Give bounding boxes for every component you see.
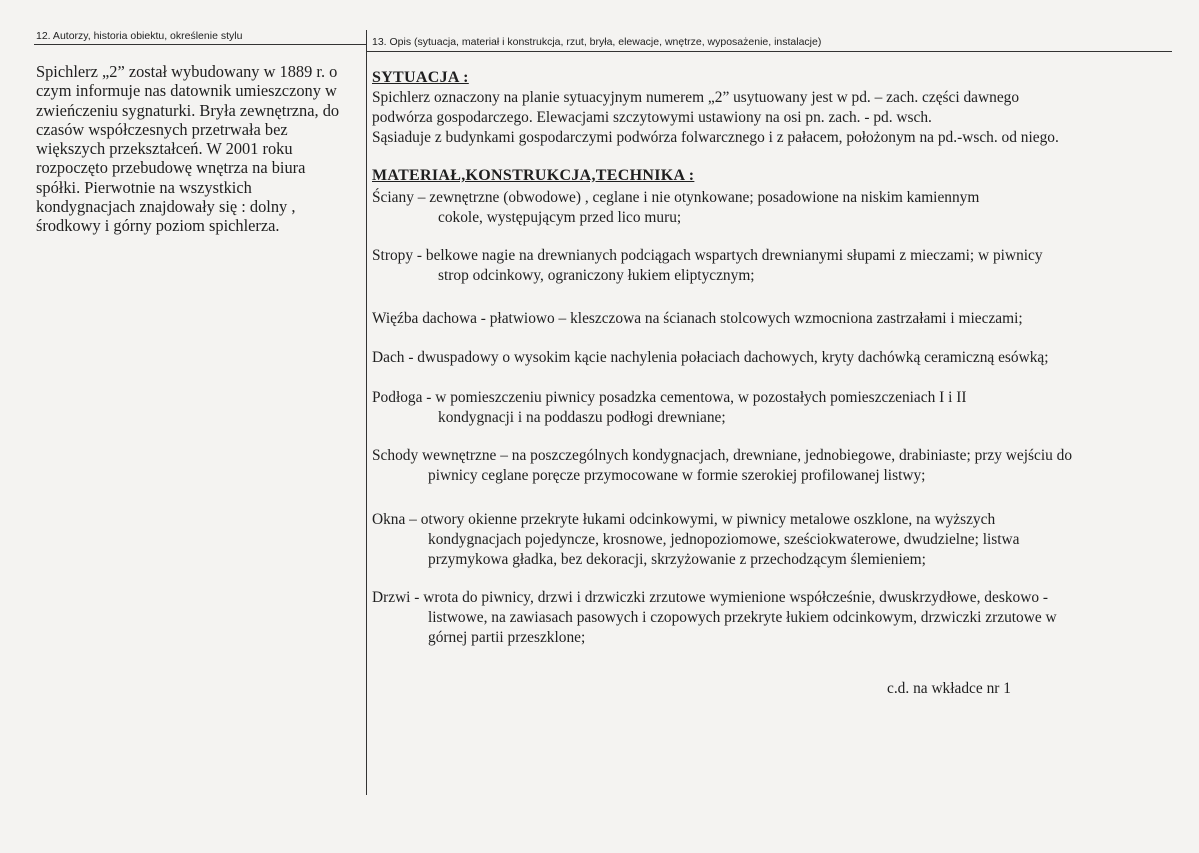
item-continuation: przymykowa gładka, bez dekoracji, skrzyżowanie z przechodzącym ślemieniem;: [428, 551, 926, 568]
history-line: kondygnacjach znajdowały się : dolny ,: [36, 197, 296, 217]
item-first-line: Okna – otwory okienne przekryte łukami odcinkowymi, w piwnicy metalowe oszklone, na wyższych: [372, 511, 996, 528]
item-continuation: kondygnacjach pojedyncze, krosnowe, jednopoziomowe, sześciokwaterowe, dwudzielne; listwa: [428, 531, 1020, 548]
history-text: [36, 62, 364, 236]
item-continuation: górnej partii przeszklone;: [428, 629, 586, 646]
history-line: Spichlerz „2” został wybudowany w 1889 r. o: [36, 62, 338, 81]
item-stropy: [372, 246, 1172, 286]
history-line: rozpoczęto przebudowę wnętrza na biura: [36, 158, 306, 178]
item-drzwi: [372, 588, 1172, 648]
item-continuation: kondygnacji i na poddaszu podłogi drewniane;: [438, 409, 726, 426]
item-first-line: Stropy - belkowe nagie na drewnianych podciągach wspartych drewnianymi słupami z mieczami; w piwnicy: [372, 247, 1043, 264]
item-wiezba: [372, 309, 1172, 329]
item-continuation: listwowe, na zawiasach pasowych i czopowych przekryte łukiem odcinkowym, drzwiczki zrzutowe w: [428, 609, 1057, 626]
history-line: czym informuje nas datownik umieszczony w: [36, 81, 337, 101]
item-first-line: Schody wewnętrzne – na poszczególnych kondygnacjach, drewniane, jednobiegowe, drabiniaste; przy wejściu do: [372, 447, 1073, 464]
item-podloga: [372, 388, 1172, 428]
history-line: większych przekształceń. W 2001 roku: [36, 139, 293, 159]
header-rule-right: [366, 51, 1172, 52]
section-title-sytuacja: SYTUACJA :: [372, 69, 469, 86]
header-left: 12. Autorzy, historia obiektu, określenie stylu: [36, 30, 243, 42]
item-first-line: Podłoga - w pomieszczeniu piwnicy posadzka cementowa, w pozostałych pomieszczeniach I i II: [372, 389, 967, 406]
item-continuation: piwnicy ceglane poręcze przymocowane w formie szerokiej profilowanej listwy;: [428, 467, 926, 484]
section-material: [372, 166, 1172, 186]
item-first-line: Drzwi - wrota do piwnicy, drzwi i drzwiczki zrzutowe wymienione współcześnie, dwuskrzydłowe, deskowo -: [372, 589, 1048, 606]
continuation-note: c.d. na wkładce nr 1: [887, 680, 1011, 697]
history-line: zwieńczeniu sygnaturki. Bryła zewnętrzna, do: [36, 100, 340, 120]
sytuacja-line: Spichlerz oznaczony na planie sytuacyjnym numerem „2” usytuowany jest w pd. – zach. części dawnego: [372, 89, 1020, 106]
item-first-line: Ściany – zewnętrzne (obwodowe) , ceglane i nie otynkowane; posadowione na niskim kamiennym: [372, 189, 980, 206]
sytuacja-line: podwórza gospodarczego. Elewacjami szczytowymi ustawiony na osi pn. zach. - pd. wsch.: [372, 109, 932, 126]
column-divider: [366, 30, 367, 795]
sytuacja-line: Sąsiaduje z budynkami gospodarczymi podwórza folwarcznego i z pałacem, położonym na pd.-wsch. od niego.: [372, 129, 1059, 146]
header-rule-left: [34, 44, 366, 45]
header-right: 13. Opis (sytuacja, materiał i konstrukcja, rzut, bryła, elewacje, wnętrze, wyposażenie, instalacje): [372, 36, 822, 48]
item-continuation: strop odcinkowy, ograniczony łukiem eliptycznym;: [438, 267, 755, 284]
history-line: środkowy i górny poziom spichlerza.: [36, 216, 280, 236]
history-line: czasów współczesnych przetrwała bez: [36, 119, 288, 139]
item-sciany: [372, 188, 1172, 228]
item-schody: [372, 446, 1172, 486]
item-first-line: Dach - dwuspadowy o wysokim kącie nachylenia połaciach dachowych, kryty dachówką ceramiczną esówką;: [372, 349, 1049, 366]
history-line: spółki. Pierwotnie na wszystkich: [36, 177, 252, 197]
item-okna: [372, 510, 1172, 570]
item-continuation: cokole, występującym przed lico muru;: [438, 209, 682, 226]
item-dach: [372, 348, 1172, 368]
section-sytuacja: [372, 68, 1172, 148]
item-first-line: Więźba dachowa - płatwiowo – kleszczowa na ścianach stolcowych wzmocniona zastrzałami i mieczami;: [372, 310, 1023, 327]
section-title-material: MATERIAŁ,KONSTRUKCJA,TECHNIKA :: [372, 167, 695, 184]
